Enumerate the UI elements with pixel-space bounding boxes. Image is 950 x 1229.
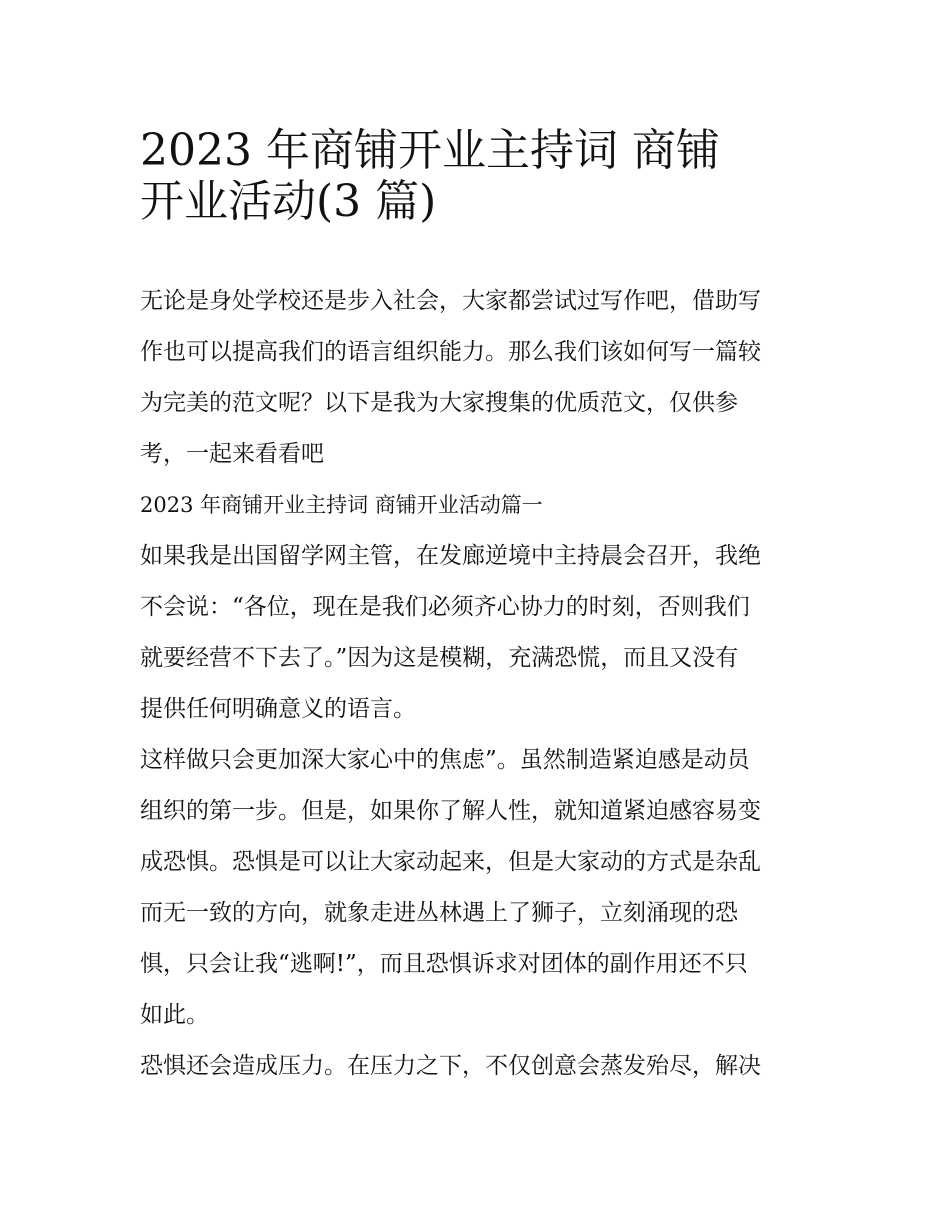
intro-line: 无论是身处学校还是步入社会，大家都尝试过写作吧，借助写 bbox=[140, 288, 761, 314]
title-line-1: 2023 年商铺开业主持词 商铺 bbox=[140, 125, 720, 176]
paragraph-line: 就要经营不下去了。”因为这是模糊，充满恐慌，而且又没有 bbox=[140, 645, 739, 671]
title-line-2: 开业活动(3 篇) bbox=[140, 176, 437, 227]
intro-line: 作也可以提高我们的语言组织能力。那么我们该如何写一篇较 bbox=[140, 339, 761, 365]
intro-paragraph bbox=[140, 276, 825, 480]
paragraph-line: 而无一致的方向，就象走进丛林遇上了狮子，立刻涌现的恐 bbox=[140, 900, 738, 926]
paragraph-3 bbox=[140, 1041, 825, 1092]
paragraph-line: 成恐惧。恐惧是可以让大家动起来，但是大家动的方式是杂乱 bbox=[140, 849, 761, 875]
paragraph-line: 如此。 bbox=[140, 1002, 209, 1028]
paragraph-1 bbox=[140, 531, 825, 735]
document-title bbox=[140, 112, 820, 227]
paragraph-line: 这样做只会更加深大家心中的焦虑”。虽然制造紧迫感是动员 bbox=[140, 747, 750, 773]
paragraph-line: 恐惧还会造成压力。在压力之下，不仅创意会蒸发殆尽，解决 bbox=[140, 1053, 761, 1079]
paragraph-line: 惧，只会让我“逃啊!”，而且恐惧诉求对团体的副作用还不只 bbox=[140, 951, 748, 977]
paragraph-line: 如果我是出国留学网主管，在发廊逆境中主持晨会召开，我绝 bbox=[140, 543, 761, 569]
paragraph-line: 不会说：“各位，现在是我们必须齐心协力的时刻，否则我们 bbox=[140, 594, 750, 620]
document-body bbox=[140, 276, 825, 1092]
paragraph-line: 组织的第一步。但是，如果你了解人性，就知道紧迫感容易变 bbox=[140, 798, 761, 824]
section-heading: 2023 年商铺开业主持词 商铺开业活动篇一 bbox=[140, 493, 543, 517]
paragraph-2 bbox=[140, 735, 825, 1041]
intro-line: 为完美的范文呢？以下是我为大家搜集的优质范文，仅供参 bbox=[140, 390, 738, 416]
intro-line: 考，一起来看看吧 bbox=[140, 441, 324, 467]
paragraph-line: 提供任何明确意义的语言。 bbox=[140, 696, 416, 722]
